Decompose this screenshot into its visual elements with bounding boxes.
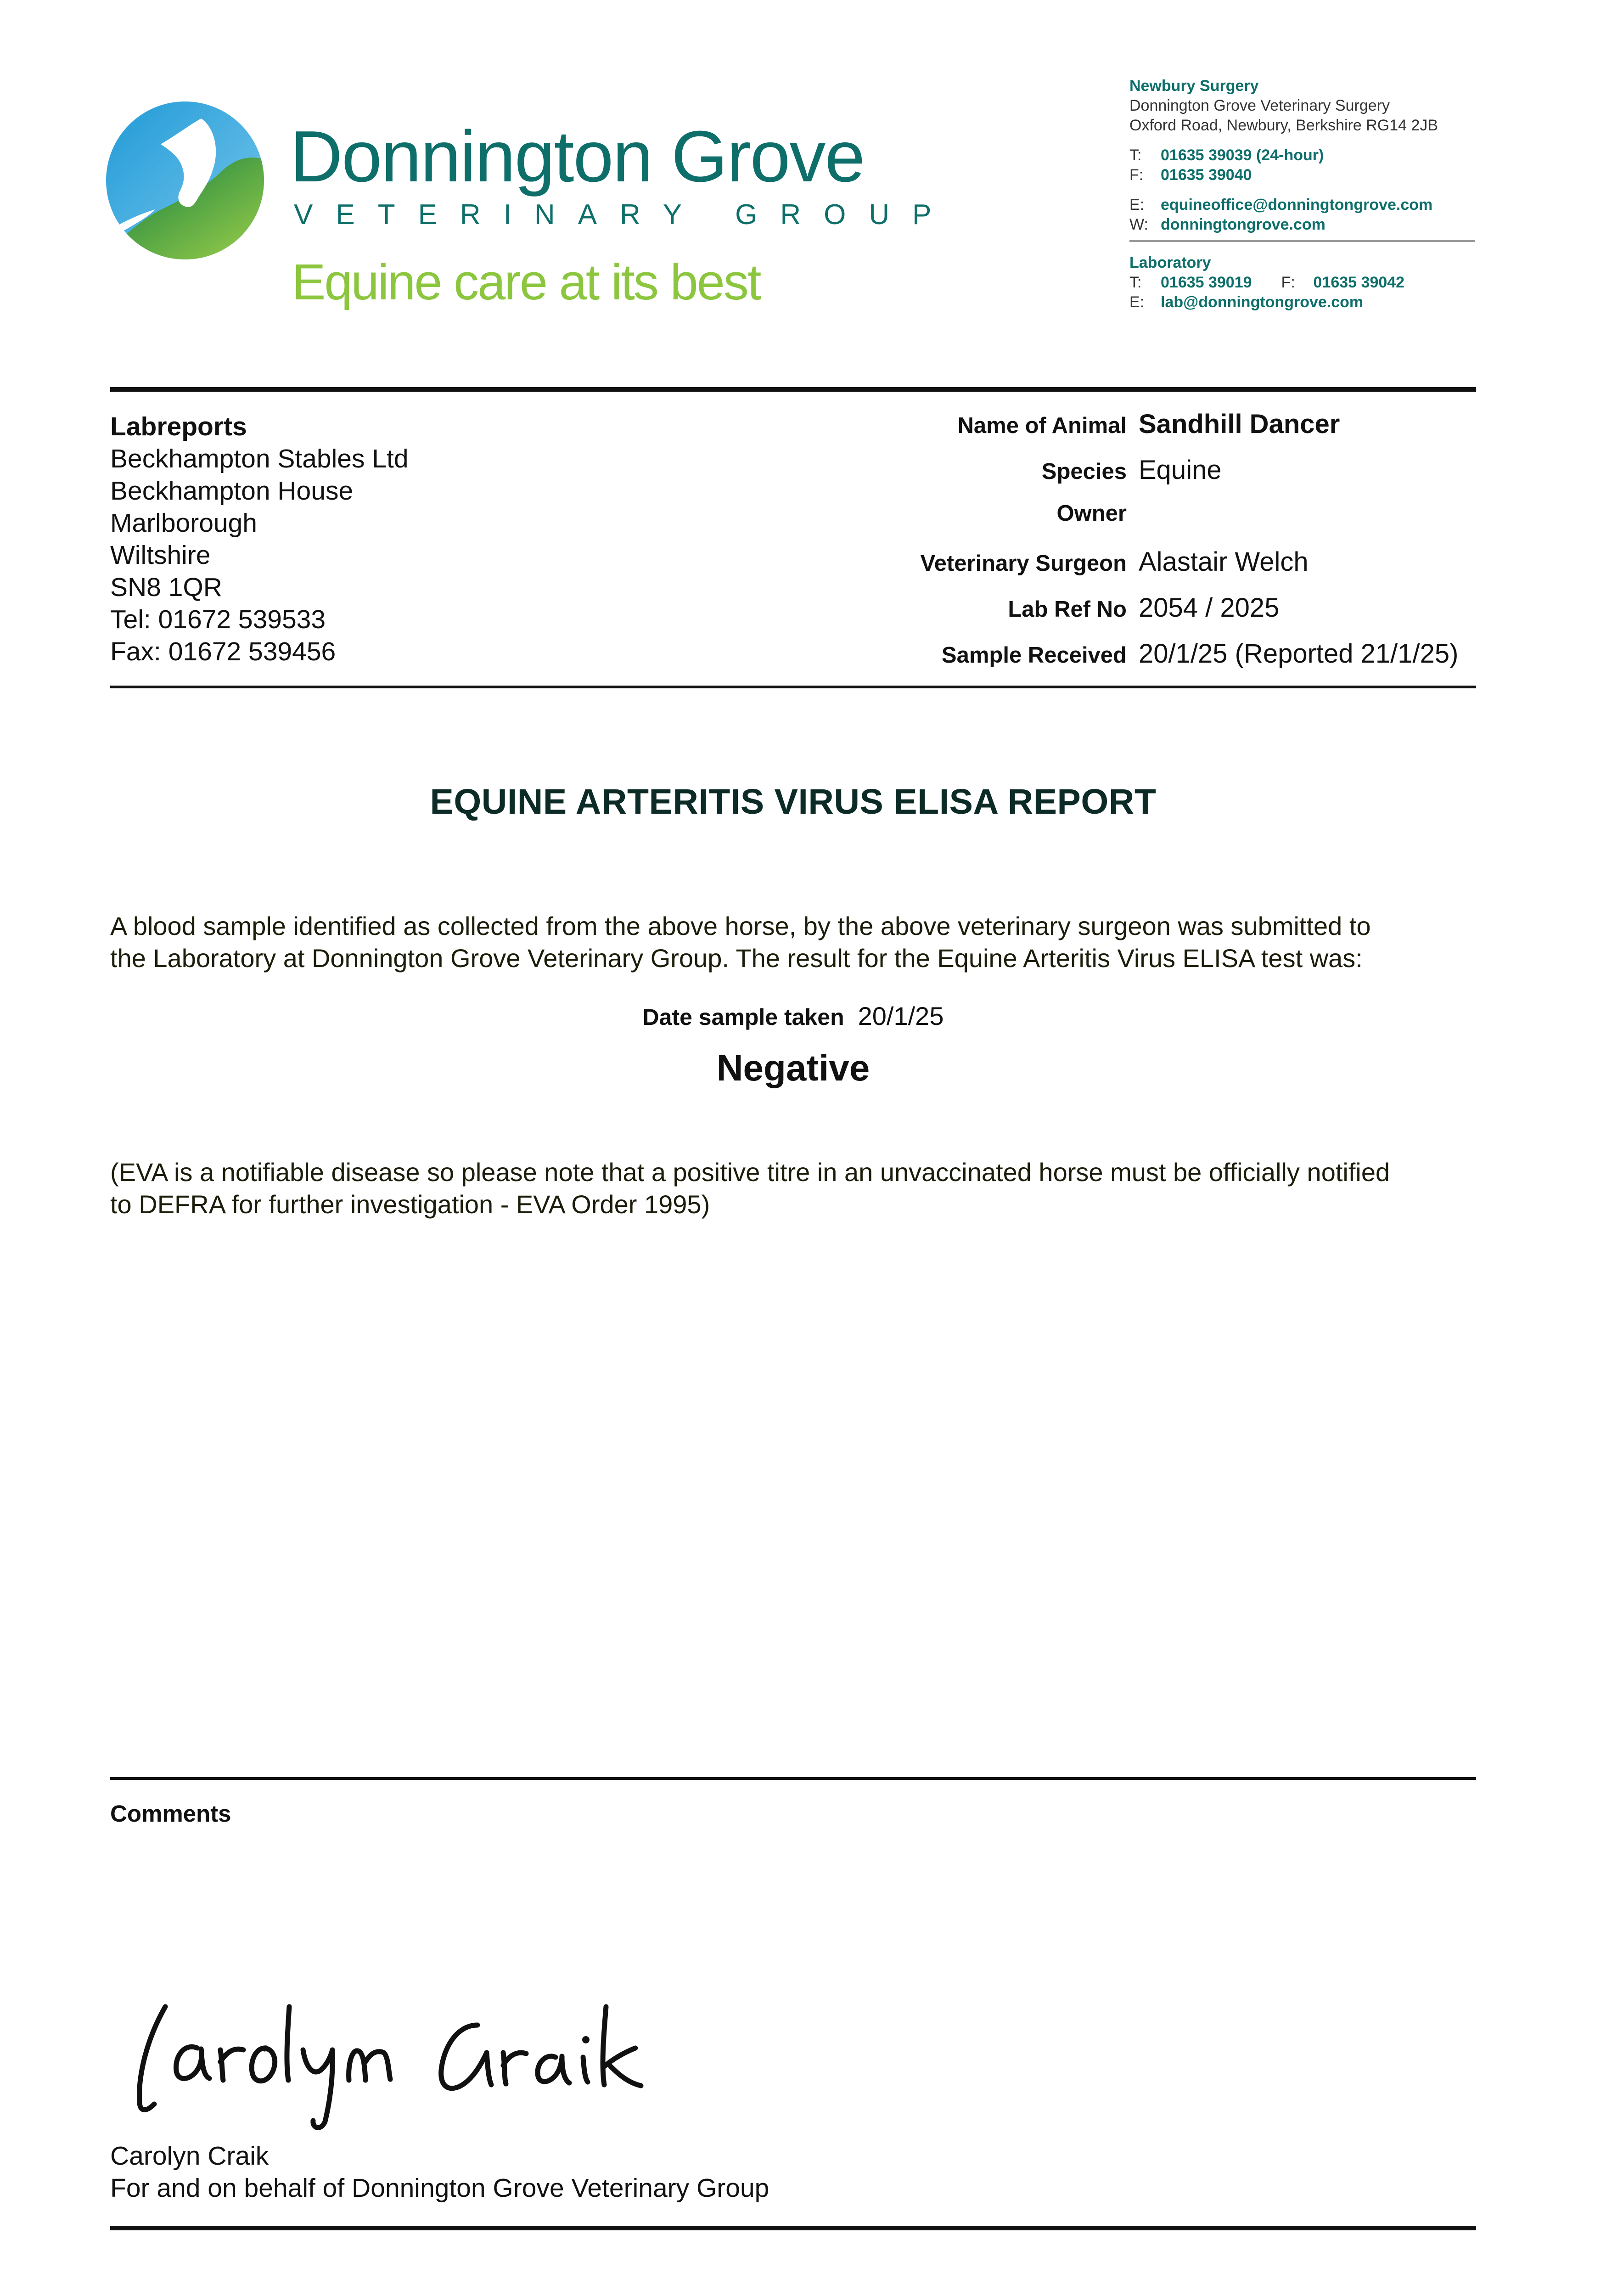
signatory-name: Carolyn Craik: [110, 2141, 269, 2171]
note-line: to DEFRA for further investigation - EVA Order 1995): [110, 1190, 710, 1219]
tagline: Equine care at its best: [292, 254, 760, 310]
detail-row-received: [735, 638, 1478, 684]
lab-email-row: [1129, 293, 1478, 312]
surgery-web-row: [1129, 215, 1478, 235]
vet-label: Veterinary Surgeon: [920, 551, 1127, 576]
note-line: (EVA is a notifiable disease so please note that a positive titre in an unvaccinated horse must be officially notified: [110, 1158, 1390, 1187]
address-heading: Labreports: [110, 412, 247, 441]
animal-details: [735, 409, 1478, 684]
donnington-grove-logo-icon: [105, 100, 265, 261]
signatory: [110, 2140, 769, 2204]
intro-paragraph: [110, 910, 1476, 974]
laboratory-title: Laboratory: [1129, 254, 1211, 271]
detail-row-owner: [735, 501, 1478, 546]
address-line: SN8 1QR: [110, 573, 222, 602]
contact-block: [1129, 76, 1478, 312]
brand-subtitle: VETERINARY GROUP: [294, 199, 955, 231]
labref-label: Lab Ref No: [1008, 597, 1127, 622]
received-value: 20/1/25 (Reported 21/1/25): [1139, 639, 1459, 669]
address-line: Beckhampton Stables Ltd: [110, 444, 409, 473]
email-link[interactable]: equineoffice@donningtongrove.com: [1161, 196, 1433, 214]
address-line: Beckhampton House: [110, 476, 354, 506]
details-divider: [110, 686, 1476, 688]
surgery-tel-row: [1129, 146, 1478, 165]
tel-value: 01635 39039 (24-hour): [1161, 146, 1324, 164]
surgery-title: Newbury Surgery: [1129, 77, 1259, 95]
lab-email-link[interactable]: lab@donningtongrove.com: [1161, 293, 1364, 311]
address-line: Tel: 01672 539533: [110, 605, 326, 634]
detail-row-animal: [735, 409, 1478, 455]
lab-tel-value: 01635 39019: [1161, 274, 1252, 291]
fax-value: 01635 39040: [1161, 166, 1252, 184]
test-result: Negative: [716, 1047, 870, 1088]
surgery-address: Oxford Road, Newbury, Berkshire RG14 2JB: [1129, 117, 1438, 134]
lab-email-label: E:: [1129, 293, 1145, 311]
surgery-email-row: [1129, 195, 1478, 215]
vet-value: Alastair Welch: [1139, 547, 1309, 577]
contact-divider: [1129, 240, 1475, 242]
header-divider: [110, 387, 1476, 392]
email-label: E:: [1129, 196, 1145, 214]
animal-name: Sandhill Dancer: [1139, 409, 1340, 439]
lab-fax-label: F:: [1281, 274, 1295, 291]
brand-name: Donnington Grove: [290, 116, 865, 197]
surgery-fax-row: [1129, 165, 1478, 185]
detail-row-vet: [735, 546, 1478, 592]
web-label: W:: [1129, 216, 1148, 233]
comments-label: Comments: [110, 1801, 231, 1827]
detail-row-species: [735, 455, 1478, 501]
fax-label: F:: [1129, 166, 1144, 184]
website-link[interactable]: donningtongrove.com: [1161, 216, 1325, 233]
address-line: Wiltshire: [110, 540, 211, 570]
address-line: Fax: 01672 539456: [110, 637, 336, 666]
date-label: Date sample taken: [642, 1004, 844, 1030]
received-label: Sample Received: [941, 643, 1127, 668]
lab-fax-value: 01635 39042: [1313, 274, 1405, 291]
report-title: EQUINE ARTERITIS VIRUS ELISA REPORT: [430, 782, 1157, 822]
comments-divider: [110, 1777, 1476, 1780]
animal-label: Name of Animal: [957, 413, 1127, 438]
intro-line: A blood sample identified as collected from the above horse, by the above veterinary surgeon was submitted to: [110, 912, 1371, 940]
notifiable-note: [110, 1156, 1476, 1221]
date-value: 20/1/25: [858, 1002, 944, 1030]
detail-row-labref: [735, 592, 1478, 638]
recipient-address: [110, 411, 409, 668]
date-sample-taken: [110, 1001, 1476, 1031]
species-label: Species: [1041, 459, 1127, 484]
surgery-name: Donnington Grove Veterinary Surgery: [1129, 97, 1390, 114]
signatory-behalf: For and on behalf of Donnington Grove Veterinary Group: [110, 2173, 769, 2203]
intro-line: the Laboratory at Donnington Grove Veterinary Group. The result for the Equine Arteritis Virus ELISA test was:: [110, 944, 1363, 973]
lab-phone-row: [1129, 273, 1478, 293]
labref-value: 2054 / 2025: [1139, 593, 1280, 623]
lab-tel-label: T:: [1129, 274, 1142, 291]
tel-label: T:: [1129, 146, 1142, 164]
owner-label: Owner: [1056, 501, 1127, 526]
species-value: Equine: [1139, 455, 1222, 485]
handwritten-signature: [129, 1988, 725, 2135]
address-line: Marlborough: [110, 508, 258, 538]
footer-divider: [110, 2226, 1476, 2230]
